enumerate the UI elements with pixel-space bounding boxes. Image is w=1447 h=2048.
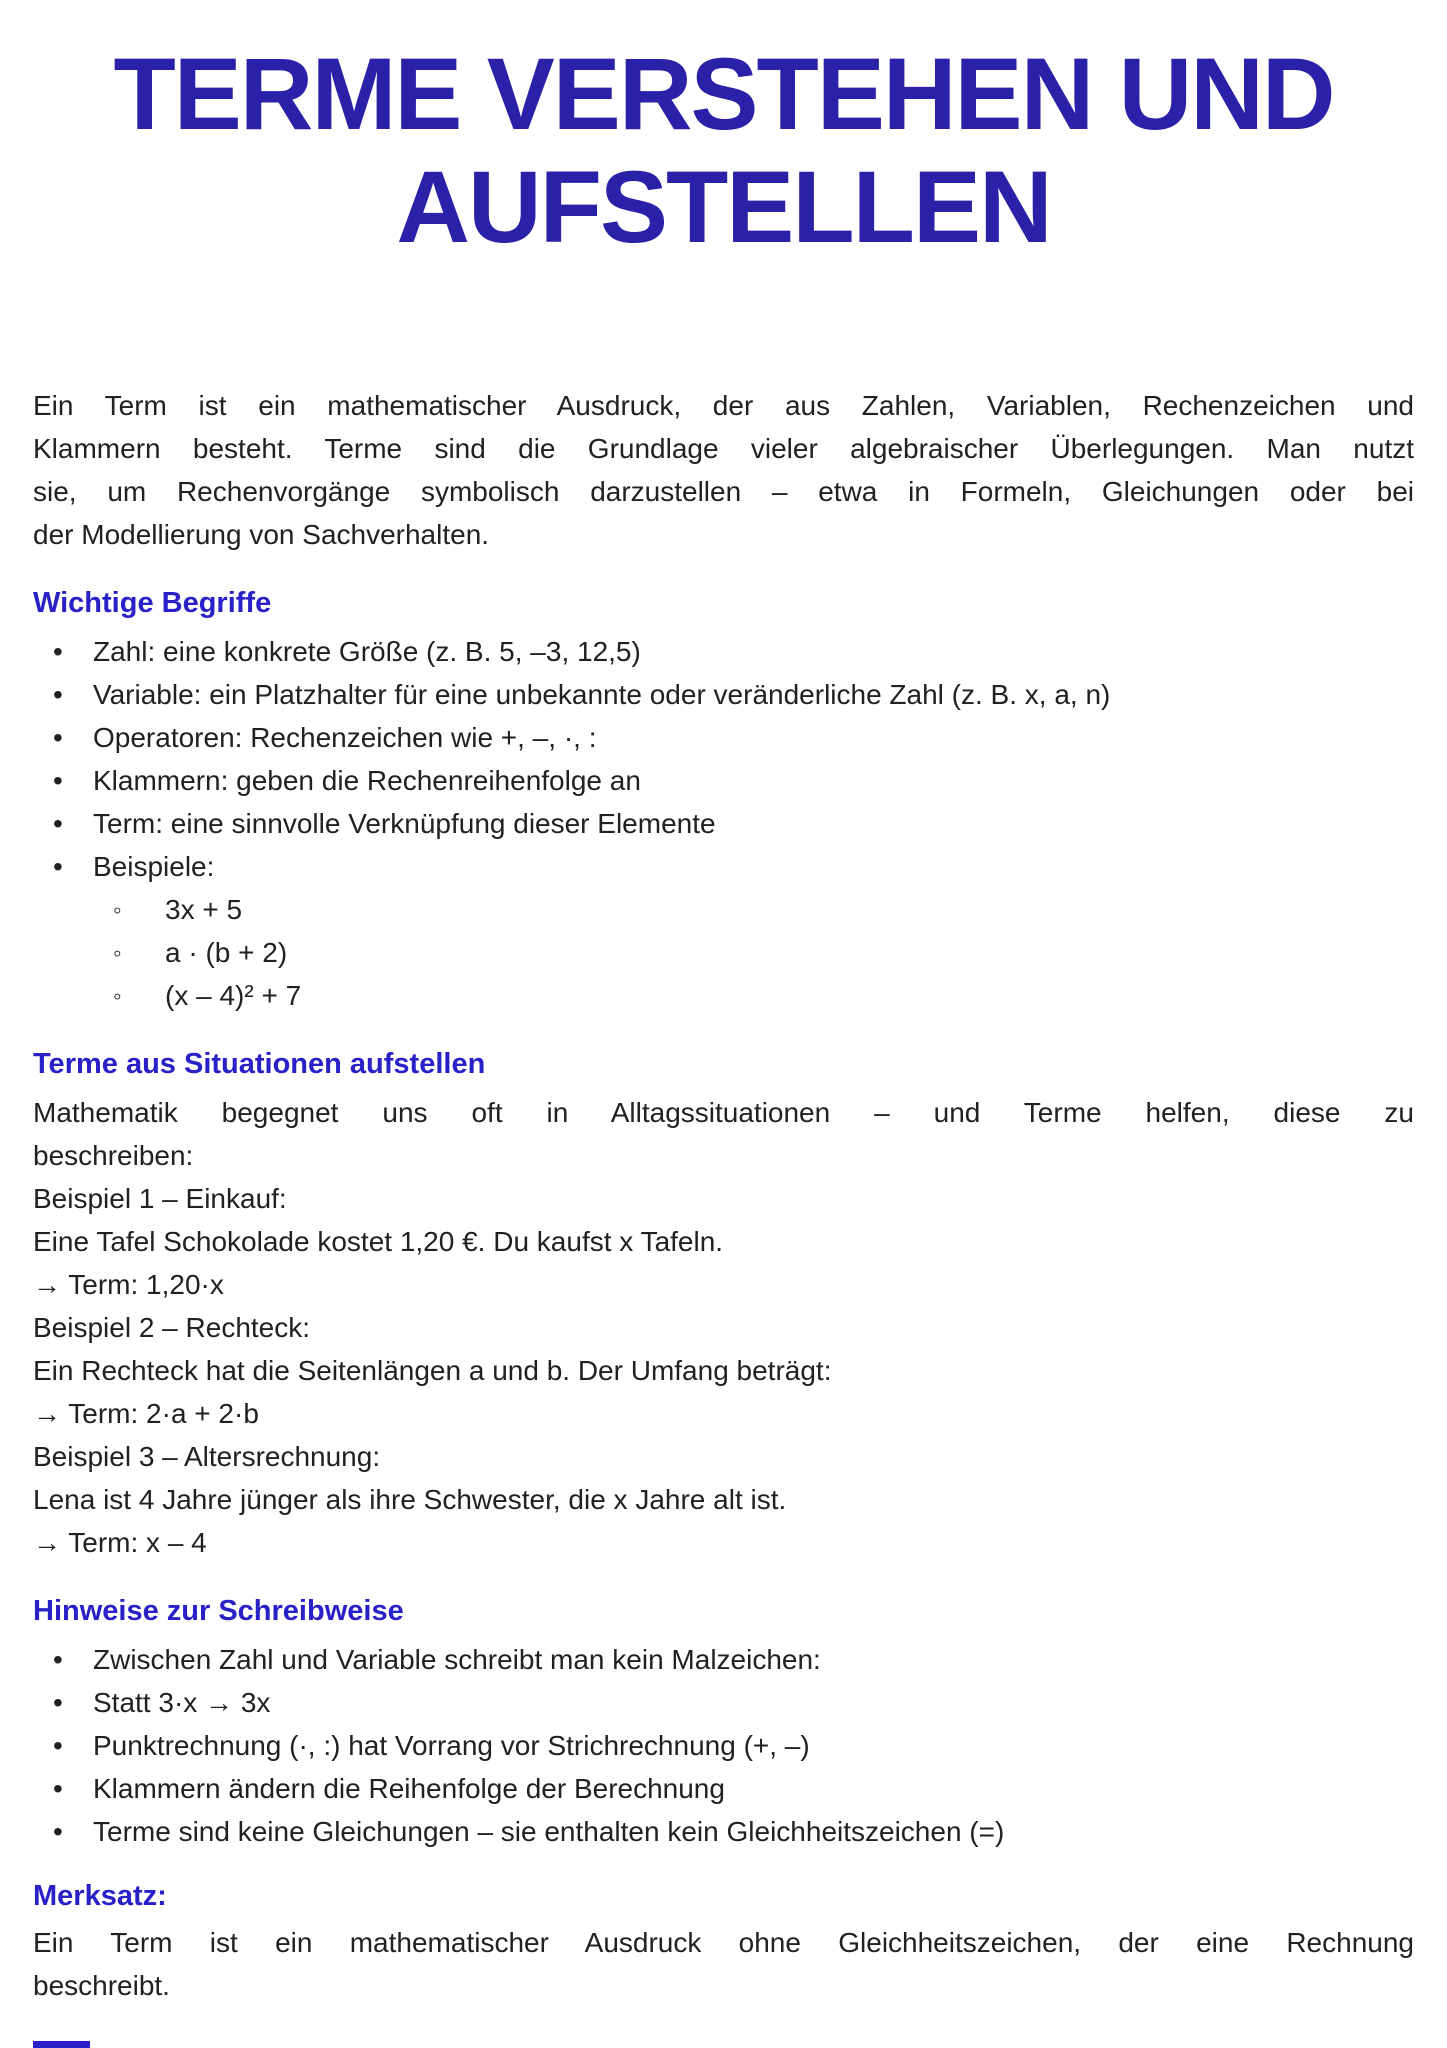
term-result-line: → Term: 1,20·x: [33, 1269, 224, 1300]
bullet-item: • Variable: ein Platzhalter für eine unbekannte oder veränderliche Zahl (z. B. x, a, n): [33, 673, 1414, 716]
sub-bullet-item: ◦ 3x + 5: [33, 888, 1414, 931]
text-line: der Modellierung von Sachverhalten.: [33, 519, 490, 550]
bullet-item: • Beispiele:: [33, 845, 1414, 888]
section-heading-wichtige-begriffe: Wichtige Begriffe: [33, 587, 272, 619]
bullet-item: • Zwischen Zahl und Variable schreibt man kein Malzeichen:: [33, 1638, 1414, 1681]
page-title-line-2: AUFSTELLEN: [396, 150, 1051, 264]
cut-off-next-heading-sliver: [33, 2041, 90, 2048]
term-result-line: → Term: x – 4: [33, 1527, 207, 1558]
section-heading-terme-aus-situationen: Terme aus Situationen aufstellen: [33, 1048, 486, 1080]
begriffe-example-list: [33, 888, 1414, 1017]
sub-bullet-item: ◦ (x – 4)² + 7: [33, 974, 1414, 1017]
example-text-line: Ein Rechteck hat die Seitenlängen a und b. Der Umfang beträgt:: [33, 1355, 832, 1386]
term-result-line: → Term: 2·a + 2·b: [33, 1398, 259, 1429]
text-line: beschreibt.: [33, 1970, 170, 2001]
example-label-line: Beispiel 1 – Einkauf:: [33, 1183, 287, 1214]
example-text-line: Eine Tafel Schokolade kostet 1,20 €. Du kaufst x Tafeln.: [33, 1226, 724, 1257]
bullet-item: • Operatoren: Rechenzeichen wie +, –, ·, :: [33, 716, 1414, 759]
text-line: sie, um Rechenvorgänge symbolisch darzustellen – etwa in Formeln, Gleichungen oder bei: [33, 476, 1414, 507]
section-heading-hinweise: Hinweise zur Schreibweise: [33, 1595, 404, 1627]
page-title-line-1: TERME VERSTEHEN UND: [113, 37, 1334, 151]
text-line: beschreiben:: [33, 1140, 194, 1171]
sub-bullet-item: ◦ a · (b + 2): [33, 931, 1414, 974]
begriffe-bullet-list: [33, 630, 1414, 888]
example-label-line: Beispiel 3 – Altersrechnung:: [33, 1441, 381, 1472]
text-line: Ein Term ist ein mathematischer Ausdruck, der aus Zahlen, Variablen, Rechenzeichen und: [33, 390, 1414, 421]
intro-paragraph: [33, 384, 1414, 556]
bullet-item: • Klammern: geben die Rechenreihenfolge an: [33, 759, 1414, 802]
example-text-line: Lena ist 4 Jahre jünger als ihre Schwester, die x Jahre alt ist.: [33, 1484, 787, 1515]
bullet-item: • Zahl: eine konkrete Größe (z. B. 5, –3, 12,5): [33, 630, 1414, 673]
text-line: Ein Term ist ein mathematischer Ausdruck ohne Gleichheitszeichen, der eine Rechnung: [33, 1927, 1414, 1958]
text-line: Klammern besteht. Terme sind die Grundlage vieler algebraischer Überlegungen. Man nutzt: [33, 433, 1414, 464]
hinweise-bullet-list: [33, 1638, 1414, 1853]
bullet-item: • Punktrechnung (·, :) hat Vorrang vor Strichrechnung (+, –): [33, 1724, 1414, 1767]
example-label-line: Beispiel 2 – Rechteck:: [33, 1312, 311, 1343]
merksatz-paragraph: [33, 1921, 1414, 2007]
situationen-paragraph: [33, 1091, 1414, 1564]
text-line: Mathematik begegnet uns oft in Alltagssituationen – und Terme helfen, diese zu: [33, 1097, 1414, 1128]
bullet-item: • Term: eine sinnvolle Verknüpfung dieser Elemente: [33, 802, 1414, 845]
bullet-item: • Statt 3·x → 3x: [33, 1681, 1414, 1724]
page-title: [33, 38, 1414, 264]
section-heading-merksatz: Merksatz:: [33, 1880, 167, 1912]
bullet-item: • Klammern ändern die Reihenfolge der Berechnung: [33, 1767, 1414, 1810]
bullet-item: • Terme sind keine Gleichungen – sie enthalten kein Gleichheitszeichen (=): [33, 1810, 1414, 1853]
